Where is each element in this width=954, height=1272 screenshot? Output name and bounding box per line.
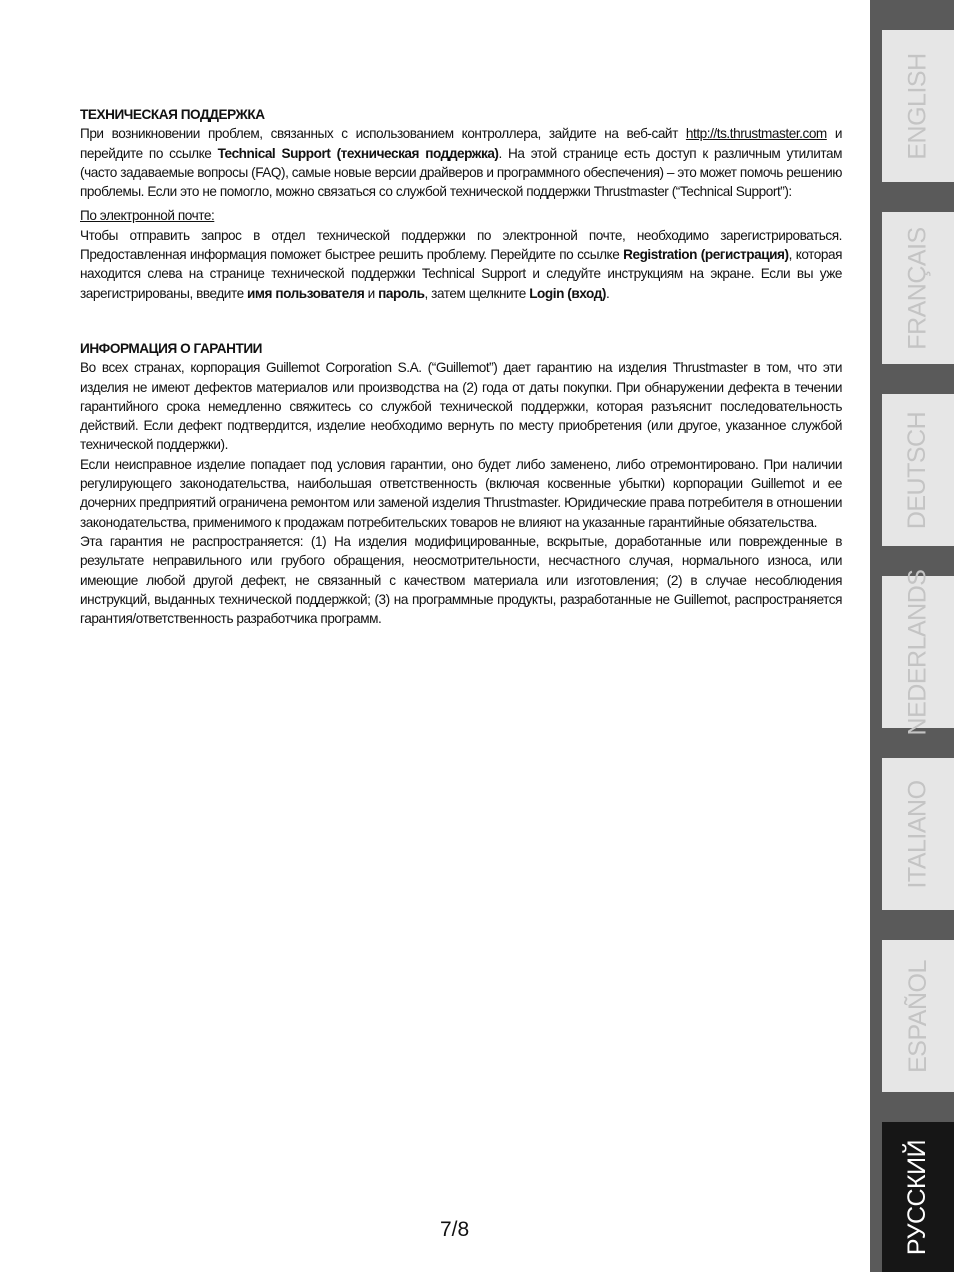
language-tab-espanol[interactable] xyxy=(882,940,954,1092)
email-subheading: По электронной почте: xyxy=(80,208,215,224)
registration-term: Registration (регистрация) xyxy=(623,247,789,263)
language-tab-label: ITALIANO xyxy=(903,779,932,889)
language-tab-italiano[interactable] xyxy=(882,758,954,910)
section-spacer xyxy=(80,303,842,339)
language-tab-label: FRANÇAIS xyxy=(903,226,932,350)
language-tab-label: РУССКИЙ xyxy=(903,1139,932,1255)
page-number: 7/8 xyxy=(440,1218,470,1241)
email-text-e: . xyxy=(605,285,610,301)
support-text-b: и перейдите по ссылке xyxy=(80,126,842,161)
support-website-link[interactable]: http://ts.thrustmaster.com xyxy=(685,126,827,142)
warranty-heading: ИНФОРМАЦИЯ О ГАРАНТИИ xyxy=(80,340,262,356)
document-body xyxy=(80,105,842,628)
warranty-paragraph-2: Если неисправное изделие попадает под условия гарантии, оно будет либо заменено, либо отремонтировано. При наличии регулирующего законодательства, наибольшая ответственность (включая косвенные убытки) корпорации Guillemot и ее дочерних предприятий ограничена ремонтом или заменой изделия Thrustmaster. Юридические права потребителя в отношении законодательства, применимого к продажам потребительских товаров не влияют на указанные гарантийные обязательства. xyxy=(80,456,842,530)
language-tab-deutsch[interactable] xyxy=(882,394,954,546)
password-term: пароль xyxy=(378,285,425,301)
language-tab-russian[interactable] xyxy=(882,1122,954,1272)
username-term: имя пользователя xyxy=(247,285,365,301)
support-text-c: . На этой странице есть доступ к различным утилитам (часто задаваемые вопросы (FAQ), самые новые версии драйверов и программного обеспечения) – это может помочь решению проблемы. Если это не помогло, можно связаться со службой технической поддержки Thrustmaster (“Technical Support”): xyxy=(80,145,842,200)
email-text-a: Чтобы отправить запрос в отдел технической поддержки по электронной почте, необходимо зарегистрироваться. Предоставленная информация поможет быстрее решить проблему. Перейдите по ссылке xyxy=(80,227,842,263)
language-tab-francais[interactable] xyxy=(882,212,954,364)
language-tab-label: ESPAÑOL xyxy=(903,959,932,1073)
warranty-paragraph-3: Эта гарантия не распространяется: (1) На изделия модифицированные, вскрытые, доработанные или поврежденные в результате неправильного или грубого обращения, неосмотрительности, несчастного случая, нормального износа, или имеющие любой другой дефект, не связанный с качеством материала или изготовления; (2) в случае несоблюдения инструкций, выданных технической поддержкой; (3) на программные продукты, разработанные не Guillemot, распространяется гарантия/ответственность разработчика программ. xyxy=(80,533,842,627)
email-text-d: , затем щелкните xyxy=(424,285,530,301)
email-paragraph xyxy=(80,226,842,303)
language-tab-english[interactable] xyxy=(882,30,954,182)
support-heading: ТЕХНИЧЕСКАЯ ПОДДЕРЖКА xyxy=(80,107,265,122)
language-tab-label: DEUTSCH xyxy=(903,411,932,529)
login-term: Login (вход) xyxy=(529,285,606,301)
language-tab-label: ENGLISH xyxy=(903,52,932,160)
language-sidebar xyxy=(870,0,954,1272)
technical-support-term: Technical Support (техническая поддержка) xyxy=(217,145,499,161)
language-tab-label: NEDERLANDS xyxy=(903,569,932,735)
email-text-c: и xyxy=(364,285,379,301)
email-text-b: , которая находится слева на странице технической поддержки Technical Support и следуйте инструкциям на экране. Если вы уже зарегистрированы, введите xyxy=(80,247,843,301)
support-paragraph xyxy=(80,124,842,201)
warranty-paragraph-1: Во всех странах, корпорация Guillemot Corporation S.A. (“Guillemot”) дает гарантию на изделия Thrustmaster в том, что эти изделия не имеют дефектов материалов или производства на (2) года от даты покупки. При обнаружении дефекта в течении гарантийного срока немедленно свяжитесь со службой технической поддержки, которая разъяснит последовательность действий. Если дефект подтвердится, изделие необходимо вернуть по месту приобретения (или другое, указанное службой технической поддержки). xyxy=(80,360,842,453)
language-tab-nederlands[interactable] xyxy=(882,569,954,735)
support-text-a: При возникновении проблем, связанных с использованием контроллера, зайдите на веб-сайт xyxy=(80,126,686,142)
